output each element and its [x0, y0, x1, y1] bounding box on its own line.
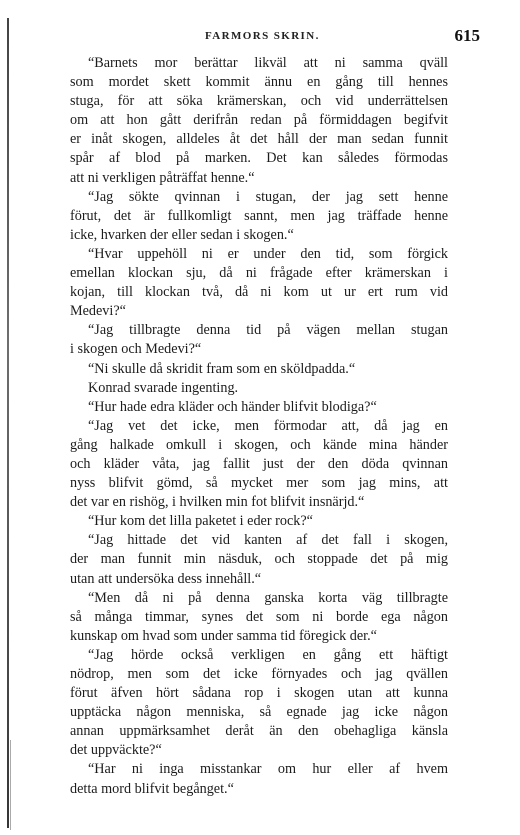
text-line: nyss blifvit gömd, så mycket mer som jag mins, att	[70, 475, 448, 492]
text-line: nödrop, men som det icke förnyades och jag qvällen	[70, 666, 448, 682]
text-line: det uppväckte?“	[70, 742, 162, 759]
running-title: FARMORS SKRIN.	[205, 30, 320, 42]
text-line: “Jag hittade det vid kanten af det fall i skogen,	[88, 532, 448, 549]
text-line: upptäcka någon menniska, så egnade jag icke någon	[70, 704, 448, 721]
text-line: emellan klockan sju, då ni frågade efter krämerskan i	[70, 265, 448, 282]
text-line: “Hur kom det lilla paketet i eder rock?“	[88, 513, 313, 530]
page-number: 615	[454, 26, 480, 45]
text-line: kunskap om hvad som under samma tid föregick der.“	[70, 627, 377, 644]
text-line: i skogen och Medevi?“	[70, 341, 202, 358]
text-line: der man funnit min näsduk, och stoppade det på mig	[70, 551, 448, 568]
text-line: “Jag tillbragte denna tid på vägen mellan stugan	[88, 322, 448, 339]
text-line: kojan, till klockan två, då ni kom ut ur ert rum vid	[70, 284, 448, 301]
text-line: Konrad svarade ingenting.	[88, 379, 239, 396]
text-line: “Hvar uppehöll ni er under den tid, som förgick	[88, 245, 448, 262]
text-line: “Jag sökte qvinnan i stugan, der jag sett henne	[88, 188, 448, 205]
text-line: “Men då ni på denna ganska korta väg tillbragte	[88, 589, 448, 606]
page-edge-rule	[7, 18, 9, 828]
text-line: som mordet skett kommit ännu en gång till hennes	[70, 74, 448, 91]
text-line: er inåt skogen, alldeles åt det håll der man sedan funnit	[70, 131, 448, 148]
text-line: gång halkade omkull i skogen, och kände mina händer	[70, 436, 448, 453]
text-line: så många timmar, synes det som ni borde ega någon	[70, 608, 448, 625]
text-line: annan uppmärksamhet deråt än den obehagliga känsla	[70, 723, 448, 740]
text-line: spår af blod på marken. Det kan således förmodas	[70, 150, 448, 167]
text-line: “Ni skulle då skridit fram som en sköldpadda.“	[88, 360, 356, 377]
text-line: “Jag hörde också verkligen en gång ett häftigt	[88, 646, 448, 663]
text-line: Medevi?“	[70, 303, 126, 320]
text-line: förut, det är fullkomligt sannt, men jag träffade henne	[70, 207, 448, 224]
text-line: om att hon gått derifrån redan på förmiddagen begifvit	[70, 112, 448, 129]
text-line: icke, hvarken der eller sedan i skogen.“	[70, 226, 294, 243]
text-line: “Har ni inga misstankar om hur eller af hvem	[88, 761, 448, 778]
text-line: att ni verkligen påträffat henne.“	[70, 169, 255, 186]
text-line: och kläder våta, jag fallit just der den döda qvinnan	[70, 455, 448, 472]
text-line: utan att undersöka dess innehåll.“	[70, 570, 262, 587]
text-line: “Hur hade edra kläder och händer blifvit blodiga?“	[88, 398, 377, 415]
page-edge-shadow	[10, 740, 11, 830]
text-line: “Barnets mor berättar likväl att ni samma qväll	[88, 55, 448, 71]
text-line: detta mord blifvit begånget.“	[70, 780, 234, 797]
text-line: det var en rishög, i hvilken min fot blifvit insnärjd.“	[70, 494, 365, 511]
text-line: “Jag vet det icke, men förmodar att, då jag en	[88, 417, 448, 434]
page-header	[70, 26, 480, 48]
body-text	[70, 54, 448, 799]
text-line: förut äfven hört sådana rop i skogen utan att kunna	[70, 685, 448, 702]
text-line: stuga, för att söka krämerskan, och vid underrättelsen	[70, 93, 448, 110]
